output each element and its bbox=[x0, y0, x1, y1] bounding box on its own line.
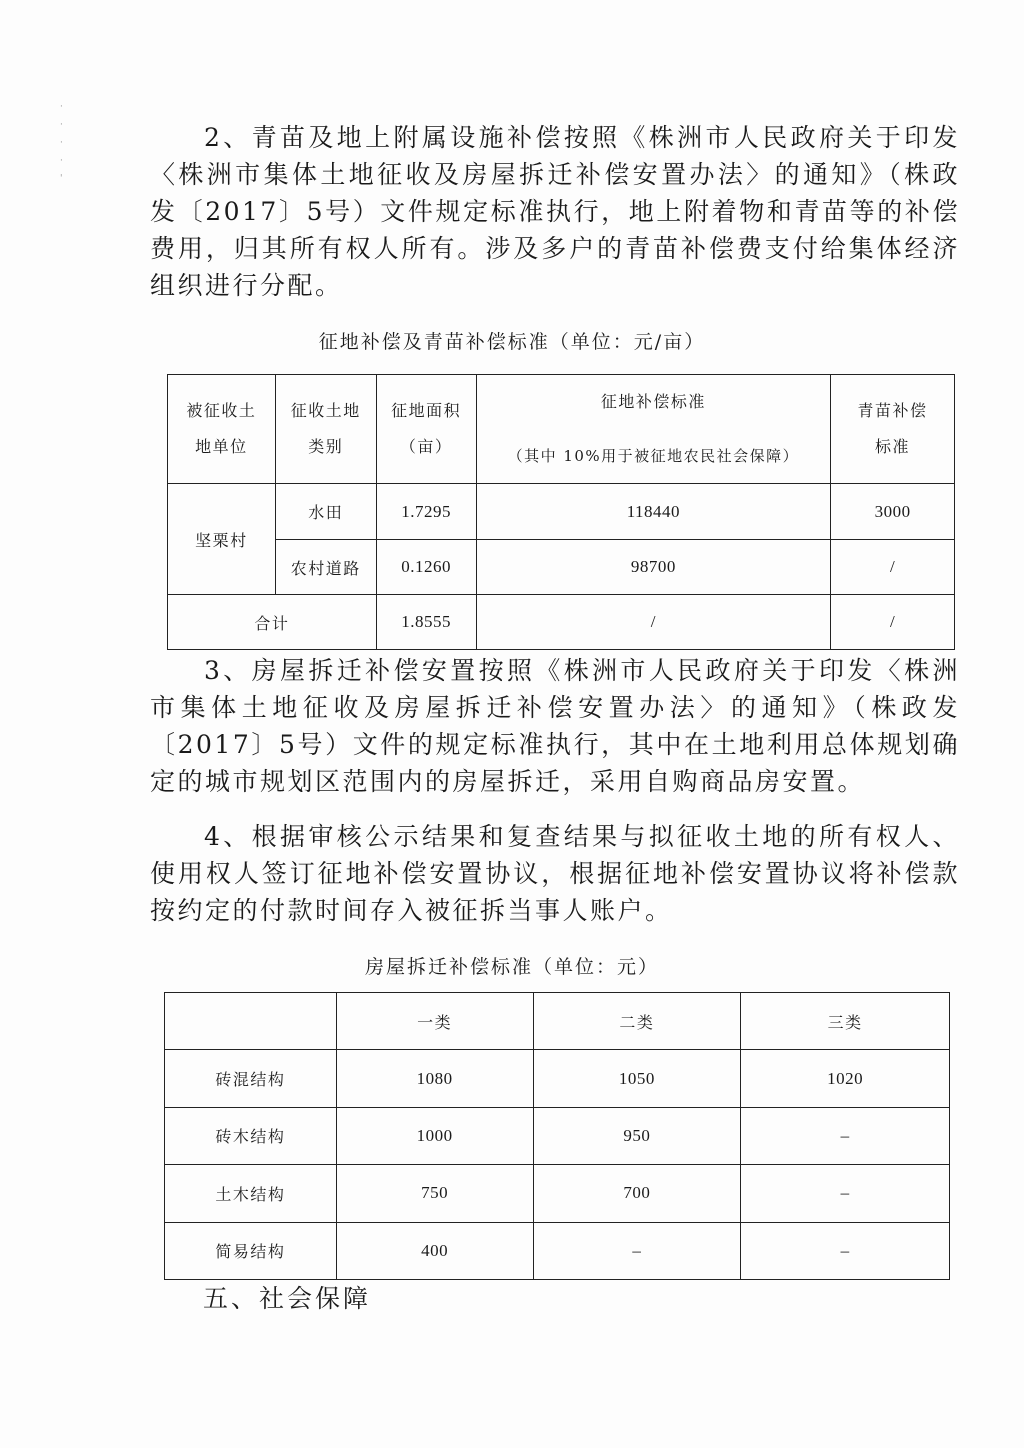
header-land-type: 征收土地 类别 bbox=[275, 375, 376, 484]
header-empty bbox=[165, 993, 337, 1050]
section-5-heading: 五、社会保障 bbox=[203, 1284, 372, 1313]
table-row bbox=[168, 484, 955, 540]
paragraph-2-text: 2、青苗及地上附属设施补偿按照《株洲市人民政府关于印发〈株洲市集体土地征收及房屋拆迁补偿安置办法〉的通知》（株政发〔2017〕5号）文件规定标准执行，地上附着物和青苗等的补偿费用，归其所有权人所有。涉及多户的青苗补偿费支付给集体经济组织进行分配。 bbox=[150, 123, 960, 300]
table-row bbox=[165, 1222, 950, 1279]
cell-structure: 砖混结构 bbox=[165, 1050, 337, 1107]
cell-structure: 砖木结构 bbox=[165, 1107, 337, 1164]
land-compensation-table bbox=[167, 374, 955, 650]
cell-class-3: – bbox=[741, 1222, 950, 1279]
header-class-2: 二类 bbox=[533, 993, 741, 1050]
paragraph-2 bbox=[150, 119, 960, 304]
table1-header-row bbox=[168, 375, 955, 484]
cell-total-standard: / bbox=[476, 595, 831, 650]
cell-standard: 118440 bbox=[476, 484, 831, 540]
cell-class-2: 1050 bbox=[533, 1050, 741, 1107]
table2-caption: 房屋拆迁补偿标准（单位：元） bbox=[364, 956, 659, 978]
cell-structure: 土木结构 bbox=[165, 1165, 337, 1222]
paragraph-3-text: 3、房屋拆迁补偿安置按照《株洲市人民政府关于印发〈株洲市集体土地征收及房屋拆迁补偿安置办法〉的通知》（株政发〔2017〕5号）文件的规定标准执行，其中在土地利用总体规划确定的城市规划区范围内的房屋拆迁，采用自购商品房安置。 bbox=[150, 656, 960, 796]
header-expropriated-unit: 被征收土 地单位 bbox=[168, 375, 276, 484]
cell-land-type: 水田 bbox=[275, 484, 376, 540]
paragraph-4 bbox=[150, 818, 960, 929]
cell-crop: / bbox=[831, 540, 955, 595]
cell-class-2: – bbox=[533, 1222, 741, 1279]
table-total-row bbox=[168, 595, 955, 650]
paragraph-3 bbox=[150, 652, 960, 800]
table2-header-row bbox=[165, 993, 950, 1050]
table-row bbox=[165, 1050, 950, 1107]
cell-class-1: 1080 bbox=[336, 1050, 533, 1107]
header-class-3: 三类 bbox=[741, 993, 950, 1050]
paragraph-4-text: 4、根据审核公示结果和复查结果与拟征收土地的所有权人、使用权人签订征地补偿安置协议，根据征地补偿安置协议将补偿款按约定的付款时间存入被征拆当事人账户。 bbox=[150, 822, 960, 925]
table-row bbox=[165, 1107, 950, 1164]
table-row bbox=[168, 540, 955, 595]
cell-total-area: 1.8555 bbox=[376, 595, 476, 650]
header-compensation-standard: 征地补偿标准 （其中 10%用于被征地农民社会保障） bbox=[476, 375, 831, 484]
table1-caption: 征地补偿及青苗补偿标准（单位：元/亩） bbox=[318, 331, 706, 353]
cell-standard: 98700 bbox=[476, 540, 831, 595]
cell-area: 1.7295 bbox=[376, 484, 476, 540]
cell-crop: 3000 bbox=[831, 484, 955, 540]
cell-class-3: – bbox=[741, 1165, 950, 1222]
table-row bbox=[165, 1165, 950, 1222]
cell-class-1: 400 bbox=[336, 1222, 533, 1279]
cell-class-1: 1000 bbox=[336, 1107, 533, 1164]
cell-land-type: 农村道路 bbox=[275, 540, 376, 595]
header-class-1: 一类 bbox=[336, 993, 533, 1050]
cell-class-2: 950 bbox=[533, 1107, 741, 1164]
header-crop-compensation: 青苗补偿 标准 bbox=[831, 375, 955, 484]
cell-total-crop: / bbox=[831, 595, 955, 650]
cell-total-label: 合计 bbox=[168, 595, 377, 650]
cell-village: 坚栗村 bbox=[168, 484, 276, 595]
header-land-area: 征地面积 （亩） bbox=[376, 375, 476, 484]
margin-binding-marks: · · · · ' bbox=[60, 102, 63, 184]
cell-class-1: 750 bbox=[336, 1165, 533, 1222]
cell-area: 0.1260 bbox=[376, 540, 476, 595]
cell-class-3: 1020 bbox=[741, 1050, 950, 1107]
cell-structure: 简易结构 bbox=[165, 1222, 337, 1279]
cell-class-3: – bbox=[741, 1107, 950, 1164]
house-compensation-table bbox=[164, 992, 950, 1280]
cell-class-2: 700 bbox=[533, 1165, 741, 1222]
